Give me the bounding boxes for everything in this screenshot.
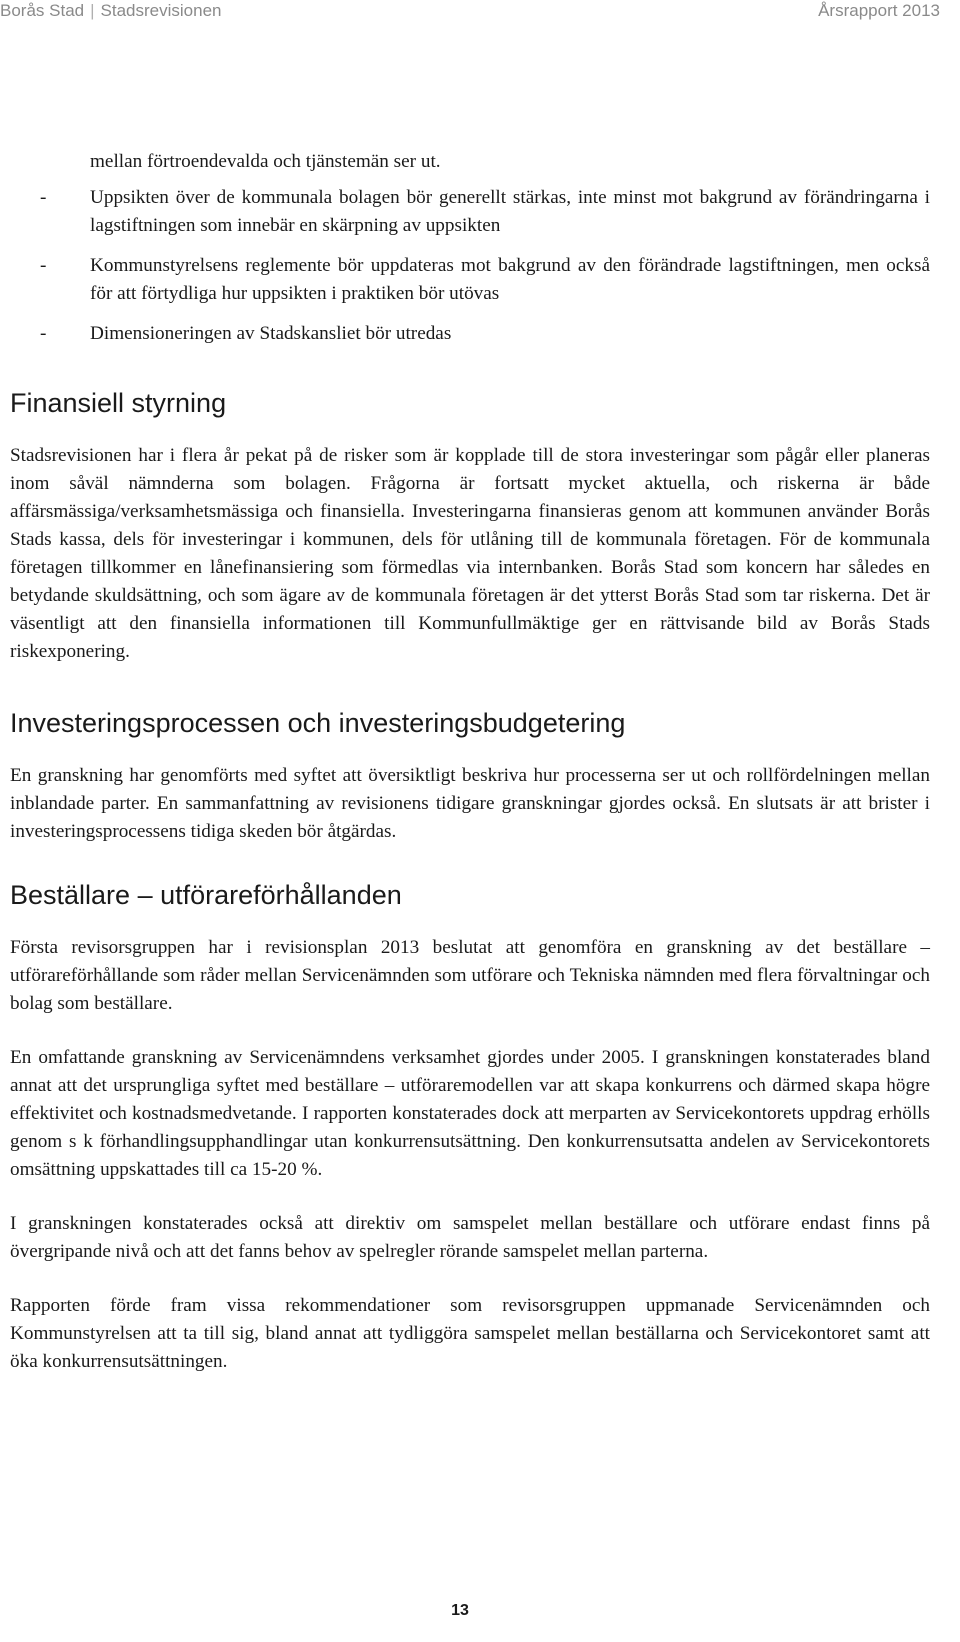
recommendation-list [10,184,930,348]
list-item [10,252,930,308]
list-item-text: Dimensioneringen av Stadskansliet bör utredas [90,323,452,344]
paragraph: Stadsrevisionen har i flera år pekat på de risker som är kopplade till de stora investeringar som pågår eller planeras inom såväl nämnderna som bolagen. Frågorna är fortsatt mycket aktuella, och riskerna är både affärsmässiga/verksamhetsmässiga och finansiella. Investeringarna finansieras genom att kommunen använder Borås Stads kassa, dels för investeringar i kommunen, dels för utlåning till de kommunala företagen. För de kommunala företagen tillkommer en lånefinansiering som förmedlas via internbanken. Borås Stad som koncern har således en betydande skuldsättning, och som ägare av de kommunala företagen är det ytterst Borås Stad som tar riskerna. Det är väsentligt att den finansiella informationen till Kommunfullmäktige ger en rättvisande bild av Borås Stads riskexponering. [10,445,930,662]
page-header [0,0,960,26]
bullet-dash: - [40,323,47,344]
paragraph: Rapporten förde fram vissa rekommendationer som revisorsgruppen uppmanade Servicenämnden och Kommunstyrelsen att ta till sig, bland annat att tydliggöra samspelet mellan beställarna och Servicekontoret samt att öka konkurrensutsättningen. [10,1295,930,1372]
page-body [10,148,930,1376]
header-separator: | [90,1,95,20]
paragraph: En granskning har genomförts med syftet att översiktligt beskriva hur processerna ser ut och rollfördelningen mellan inblandade parter. En sammanfattning av revisionens tidigare granskningar gjordes också. En slutsats är att brister i investeringsprocessens tidiga skeden bör åtgärdas. [10,765,930,842]
paragraph: I granskningen konstaterades också att direktiv om samspelet mellan beställare och utförare endast finns på övergripande nivå och att det fanns behov av spelregler rörande samspelet mellan parterna. [10,1213,930,1262]
paragraph: En omfattande granskning av Servicenämndens verksamhet gjordes under 2005. I granskningen konstaterades bland annat att det ursprungliga syftet med beställare – utföraremodellen var att skapa konkurrens och därmed skapa högre effektivitet och kostnadsmedvetande. I rapporten konstaterades dock att merparten av Servicekontorets uppdrag erhölls genom s k förhandlingsupphandlingar utan konkurrensutsättning. Den konkurrensutsatta andelen av Servicekontorets omsättning uppskattades till ca 15-20 %. [10,1047,930,1180]
header-unit: Stadsrevisionen [100,1,222,20]
list-item-text: Uppsikten över de kommunala bolagen bör generellt stärkas, inte minst mot bakgrund av förändringarna i lagstiftningen som innebär en skärpning av uppsikten [90,187,930,236]
list-item [10,184,930,240]
header-organization: Borås Stad [0,1,85,20]
bullet-dash: - [40,255,47,276]
list-item-text: Kommunstyrelsens reglemente bör uppdateras mot bakgrund av den förändrade lagstiftningen, men också för att förtydliga hur uppsikten i praktiken bör utövas [90,255,930,304]
intro-continuation: mellan förtroendevalda och tjänstemän ser ut. [90,151,441,172]
heading-investeringsprocessen: Investeringsprocessen och investeringsbudgetering [10,708,626,738]
list-item [10,320,930,348]
bullet-dash: - [40,187,47,208]
header-report-title: Årsrapport 2013 [818,1,940,20]
page-number: 13 [451,1602,469,1619]
paragraph: Första revisorsgruppen har i revisionsplan 2013 beslutat att genomföra en granskning av det beställare – utförareförhållande som råder mellan Servicenämnden som utförare och Tekniska nämnden med flera förvaltningar och bolag som beställare. [10,937,930,1014]
heading-finansiell-styrning: Finansiell styrning [10,388,227,418]
heading-bestallare-utforare: Beställare – utförareförhållanden [10,880,402,910]
header-left [0,1,222,21]
